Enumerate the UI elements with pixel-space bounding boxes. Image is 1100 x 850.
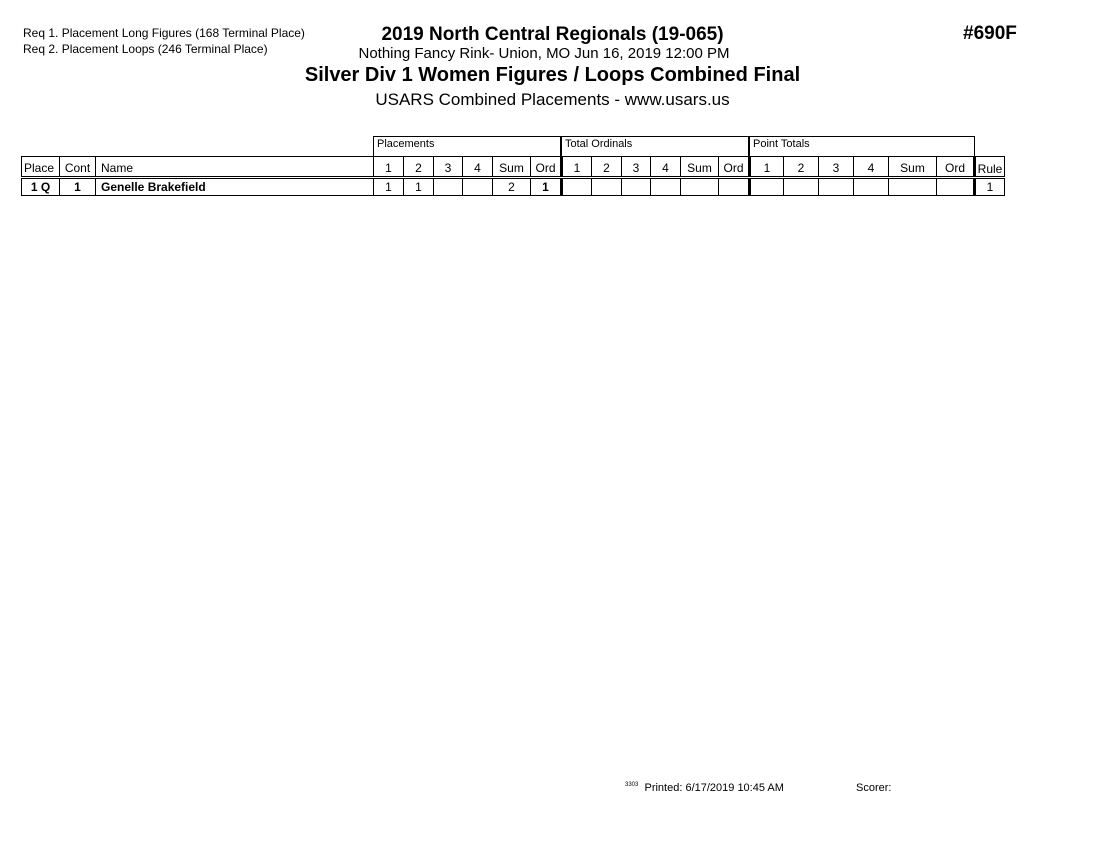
col-header-points-1: 1 <box>750 157 784 178</box>
placements-group-header: Placements <box>373 136 561 156</box>
footer-scorer: Scorer: <box>856 782 892 794</box>
requirement-2: Req 2. Placement Loops (246 Terminal Place) <box>23 42 268 56</box>
footer-code: 3303 <box>625 782 639 788</box>
col-header-placement-3: 3 <box>434 157 463 178</box>
col-header-placement-ord: Ord <box>531 157 562 178</box>
col-header-placement-sum: Sum <box>493 157 531 178</box>
col-header-cont: Cont <box>60 157 96 178</box>
col-header-placement-4: 4 <box>463 157 493 178</box>
col-header-points-ord: Ord <box>937 157 975 178</box>
cell-placement-4 <box>463 178 493 196</box>
col-header-placement-1: 1 <box>374 157 404 178</box>
cell-points-4 <box>854 178 889 196</box>
table-row <box>22 178 1005 196</box>
col-header-ordinal-sum: Sum <box>681 157 719 178</box>
total-ordinals-group-header: Total Ordinals <box>561 136 749 156</box>
col-header-ordinal-2: 2 <box>592 157 622 178</box>
cell-ordinal-4 <box>651 178 681 196</box>
cell-ordinal-1 <box>562 178 592 196</box>
cell-place: 1 Q <box>22 178 60 196</box>
printed-timestamp: Printed: 6/17/2019 10:45 AM <box>644 782 784 794</box>
cell-ordinal-3 <box>622 178 651 196</box>
event-title: 2019 North Central Regionals (19-065) <box>381 24 724 45</box>
table-header-row <box>22 157 1005 178</box>
cell-rule: 1 <box>975 178 1005 196</box>
point-totals-group-header: Point Totals <box>749 136 975 156</box>
col-header-ordinal-3: 3 <box>622 157 651 178</box>
results-table <box>21 156 1005 196</box>
col-header-ordinal-1: 1 <box>562 157 592 178</box>
col-header-points-sum: Sum <box>889 157 937 178</box>
col-header-points-2: 2 <box>784 157 819 178</box>
cell-points-2 <box>784 178 819 196</box>
site-line: USARS Combined Placements - www.usars.us <box>375 90 730 109</box>
cell-points-sum <box>889 178 937 196</box>
event-subtitle: Nothing Fancy Rink- Union, MO Jun 16, 2019 12:00 PM <box>358 45 730 62</box>
cell-cont: 1 <box>60 178 96 196</box>
col-header-placement-2: 2 <box>404 157 434 178</box>
footer-printed <box>625 782 784 794</box>
cell-name: Genelle Brakefield <box>96 178 374 196</box>
event-number: #690F <box>963 23 1017 44</box>
requirement-1: Req 1. Placement Long Figures (168 Terminal Place) <box>23 26 305 40</box>
col-header-rule: Rule <box>975 157 1005 178</box>
col-header-points-4: 4 <box>854 157 889 178</box>
col-header-points-3: 3 <box>819 157 854 178</box>
col-header-name: Name <box>96 157 374 178</box>
cell-ordinal-2 <box>592 178 622 196</box>
cell-placement-3 <box>434 178 463 196</box>
col-header-ordinal-ord: Ord <box>719 157 750 178</box>
cell-placement-2: 1 <box>404 178 434 196</box>
cell-points-ord <box>937 178 975 196</box>
cell-points-1 <box>750 178 784 196</box>
cell-points-3 <box>819 178 854 196</box>
page-title: Silver Div 1 Women Figures / Loops Combined Final <box>304 64 801 86</box>
col-header-place: Place <box>22 157 60 178</box>
cell-placement-sum: 2 <box>493 178 531 196</box>
cell-ordinal-ord <box>719 178 750 196</box>
cell-placement-ord: 1 <box>531 178 562 196</box>
cell-placement-1: 1 <box>374 178 404 196</box>
col-header-ordinal-4: 4 <box>651 157 681 178</box>
cell-ordinal-sum <box>681 178 719 196</box>
